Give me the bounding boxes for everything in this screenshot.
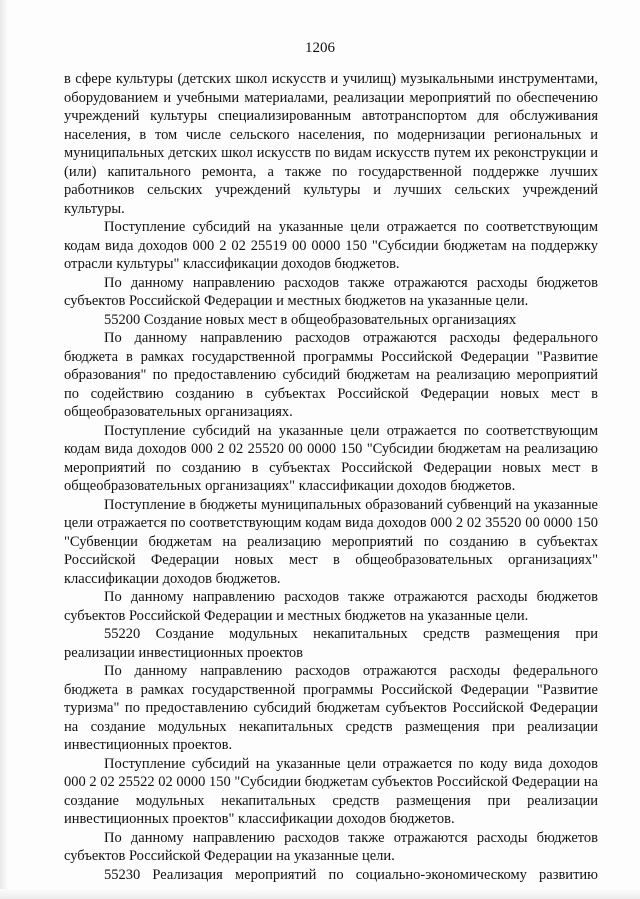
paragraph: Поступление субсидий на указанные цели отражается по соответствующим кодам вида доходов 000 2 02 25519 00 0000 150 "Субсидии бюджетам на поддержку отрасли культуры" классификации доходов бюджетов. <box>64 219 598 272</box>
paragraph: Поступление в бюджеты муниципальных образований субвенций на указанные цели отражается по соответствующим кодам вида доходов 000 2 02 35520 00 0000 150 "Субвенции бюджетам на реализацию мероприятий по созданию в субъектах Российской Федерации новых мест в общеобразовательных организациях" классификации доходов бюджетов. <box>64 496 598 587</box>
paragraph: По данному направлению расходов также отражаются расходы бюджетов субъектов Российской Федерации и местных бюджетов на указанные цели. <box>64 589 598 624</box>
section-heading: 55230 Реализация мероприятий по социально-экономическому развитию <box>104 866 598 883</box>
paragraph: Поступление субсидий на указанные цели отражается по соответствующим кодам вида доходов 000 2 02 25520 00 0000 150 "Субсидии бюджетам на реализацию мероприятий по созданию в субъектах Российской Федерации новых мест в общеобразовательных организациях" классификации доходов бюджетов. <box>64 422 598 494</box>
scan-edge-shadow <box>0 0 8 899</box>
paragraph: По данному направлению расходов отражаются расходы федерального бюджета в рамках государственной программы Российской Федерации "Развитие образования" по предоставлению субсидий бюджетам на реализацию мероприятий по содействию созданию в субъектах Российской Федерации новых мест в общеобразовательных организациях. <box>64 330 598 420</box>
paragraph: По данному направлению расходов также отражаются расходы бюджетов субъектов Российской Федерации и местных бюджетов на указанные цели. <box>64 274 598 309</box>
page-number: 1206 <box>305 40 335 56</box>
paragraph: Поступление субсидий на указанные цели отражается по коду вида доходов 000 2 02 25522 02 0000 150 "Субсидии бюджетам субъектов Российской Федерации на создание модульных некапитальных средств размещения при реализации инвестиционных проектов" классификации доходов бюджетов. <box>64 755 598 827</box>
paragraph: в сфере культуры (детских школ искусств и училищ) музыкальными инструментами, оборудованием и учебными материалами, реализации мероприятий по обеспечению учреждений культуры специализированным автотранспортом для обслуживания населения, в том числе сельского населения, по модернизации региональных и муниципальных детских школ искусств по видам искусств путем их реконструкции и (или) капитального ремонта, а также по государственной поддержке лучших работников сельских учреждений культуры и лучших сельских учреждений культуры. <box>64 71 598 217</box>
document-body <box>64 70 598 884</box>
section-heading: 55200 Создание новых мест в общеобразовательных организациях <box>104 311 517 328</box>
scan-bottom-shadow <box>0 889 640 899</box>
paragraph: По данному направлению расходов отражаются расходы федерального бюджета в рамках государственной программы Российской Федерации "Развитие туризма" по предоставлению субсидий бюджетам субъектов Российской Федерации на создание модульных некапитальных средств размещения при реализации инвестиционных проектов. <box>64 663 598 753</box>
section-heading: 55220 Создание модульных некапитальных средств размещения при реализации инвестиционных проектов <box>64 626 598 661</box>
paragraph: По данному направлению расходов также отражаются расходы бюджетов субъектов Российской Федерации на указанные цели. <box>64 829 598 864</box>
